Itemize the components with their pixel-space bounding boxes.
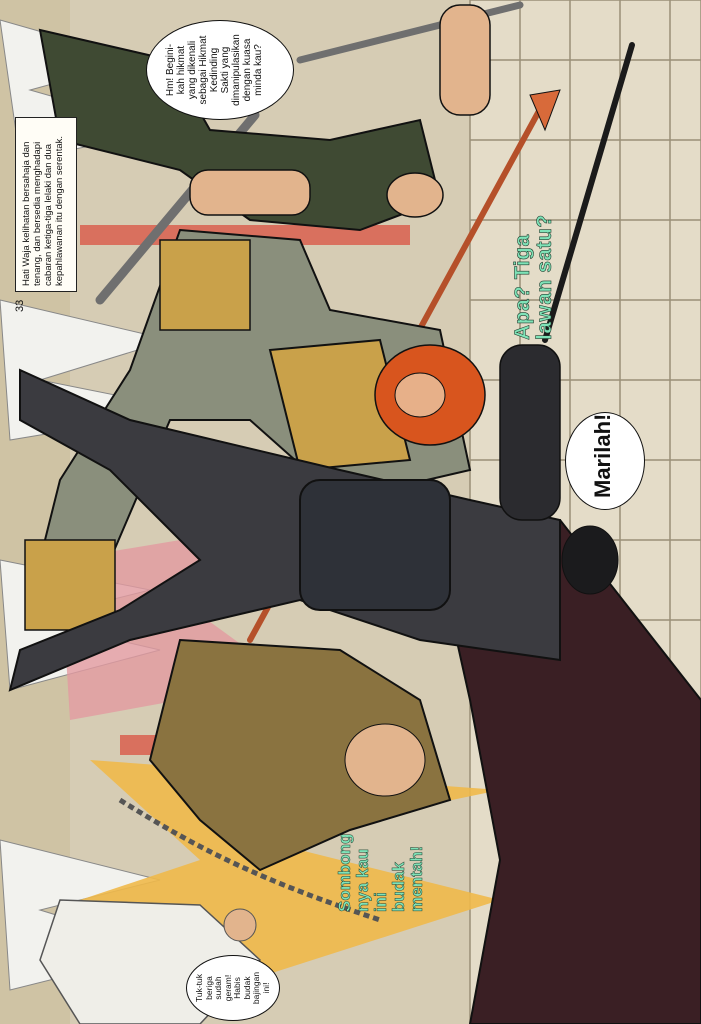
- speech-bubble-hero-text: Marilah!: [590, 413, 615, 498]
- shout-green-bottom: Sombong nya kau ini budak mentah!: [335, 833, 426, 912]
- speech-bubble-bottom-text: Tuk-tuk beriga sudah geram! Habis budak bajingan ini!: [194, 971, 271, 1005]
- narration-caption: [15, 117, 77, 292]
- narration-text: Hati Waja kelihatan bersahaja dan tenang, dan bersedia menghadapi cabaran ketiga-tiga lelaki dan dua kepahlawanan itu dengan serentak.: [21, 135, 65, 286]
- speech-bubble-hero: [565, 412, 645, 510]
- speech-bubble-top: [146, 20, 294, 120]
- speech-bubble-bottom: [186, 955, 280, 1021]
- page-number: 33: [14, 299, 26, 312]
- shout-green-top: Apa? Tiga lawan satu?: [511, 214, 556, 340]
- speech-bubble-top-text: Hm! Begini- kah hikmat yang dikenali sebagai Hikmat Kedinding Sakti yang dimanipulasikan dengan kuasa minda kau?: [165, 34, 264, 106]
